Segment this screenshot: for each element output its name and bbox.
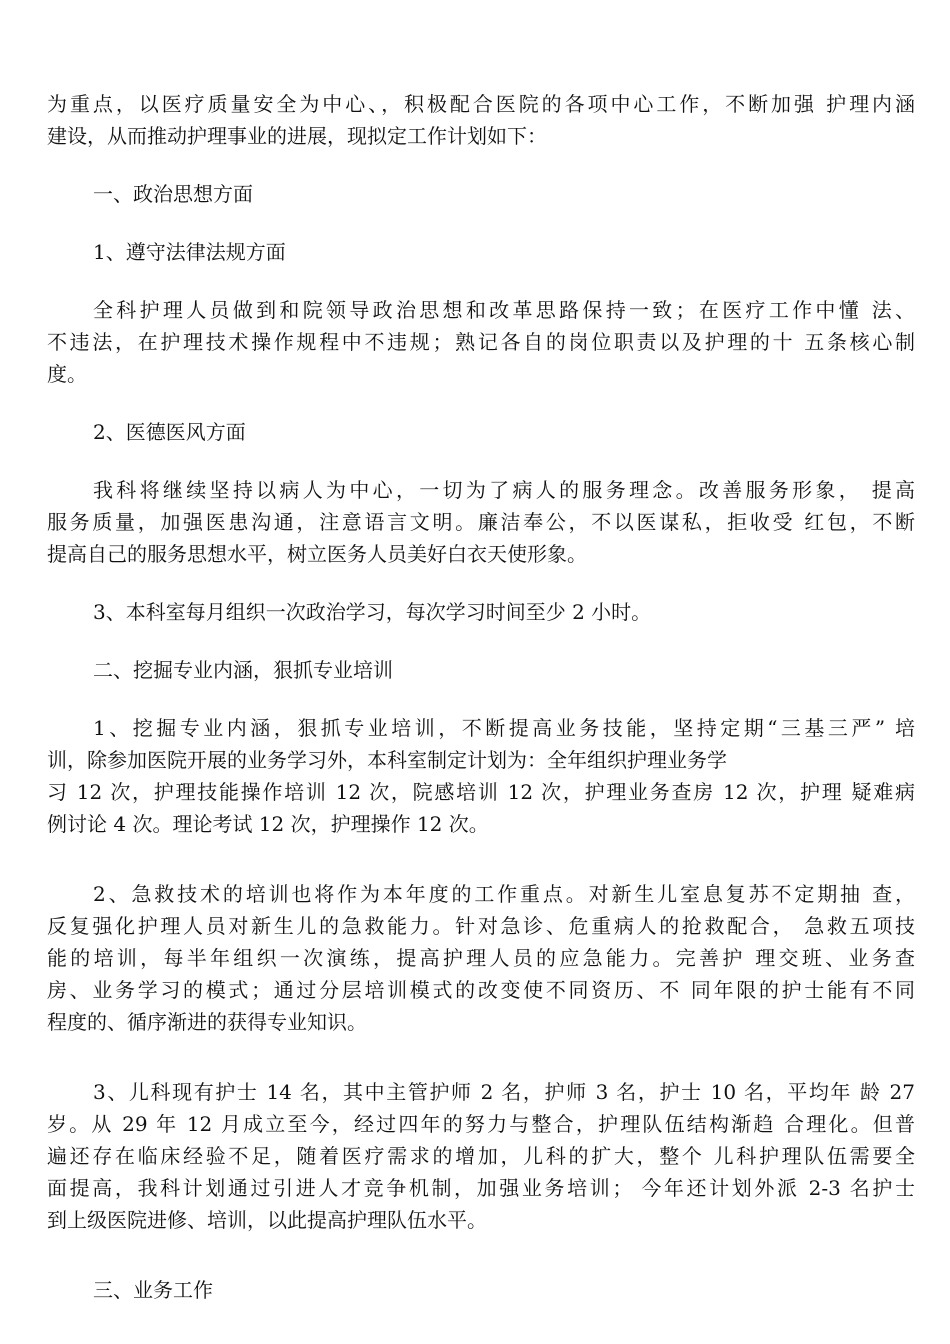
section-2-item-2-line-1: 2、急救技术的培训也将作为本年度的工作重点。对新生儿室息复苏不定期抽 查， <box>93 882 915 906</box>
section-2-item-2-line-4: 房、业务学习的模式；通过分层培训模式的改变使不同资历、不 同年限的护士能有不同 <box>47 978 915 1002</box>
section-2-item-3-line-5: 到上级医院进修、培训，以此提高护理队伍水平。 <box>47 1208 487 1232</box>
section-2-item-1-line-1: 1、挖掘专业内涵，狠抓专业培训，不断提高业务技能，坚持定期“三基三严” 培 <box>93 716 915 740</box>
section-2-item-1-line-4: 例讨论 4 次。理论考试 12 次，护理操作 12 次。 <box>47 812 489 836</box>
section-2-item-2-line-5: 程度的、循序渐进的获得专业知识。 <box>47 1010 367 1034</box>
section-1-item-2-line-2: 服务质量，加强医患沟通，注意语言文明。廉洁奉公，不以医谋私，拒收受 红包，不断 <box>47 510 915 534</box>
section-1-item-2-line-1: 我科将继续坚持以病人为中心，一切为了病人的服务理念。改善服务形象， 提高 <box>93 478 915 502</box>
intro-line-2: 建设，从而推动护理事业的进展，现拟定工作计划如下： <box>47 124 547 148</box>
section-1-item-1-heading: 1、遵守法律法规方面 <box>93 240 286 264</box>
intro-line-1: 为重点，以医疗质量安全为中心、，积极配合医院的各项中心工作，不断加强 护理内涵 <box>47 92 915 116</box>
section-1-item-1-line-3: 度。 <box>47 362 87 386</box>
section-2-item-3-line-2: 岁。从 29 年 12 月成立至今，经过四年的努力与整合，护理队伍结构渐趋 合理化。但普 <box>47 1112 915 1136</box>
section-1-item-2-heading: 2、医德医风方面 <box>93 420 246 444</box>
section-2-item-2-line-2: 反复强化护理人员对新生儿的急救能力。针对急诊、危重病人的抢救配合， 急救五项技 <box>47 914 915 938</box>
section-1-item-1-line-1: 全科护理人员做到和院领导政治思想和改革思路保持一致；在医疗工作中懂 法、 <box>93 298 915 322</box>
document-page <box>47 88 915 1306</box>
section-2-item-1-line-2: 训，除参加医院开展的业务学习外，本科室制定计划为：全年组织护理业务学 <box>47 748 727 772</box>
section-3-heading: 三、业务工作 <box>93 1278 213 1302</box>
section-2-item-3-line-1: 3、儿科现有护士 14 名，其中主管护师 2 名，护师 3 名，护士 10 名，平均年 龄 27 <box>93 1080 915 1104</box>
section-2-item-2-line-3: 能的培训，每半年组织一次演练，提高护理人员的应急能力。完善护 理交班、业务查 <box>47 946 915 970</box>
section-1-item-3: 3、本科室每月组织一次政治学习，每次学习时间至少 2 小时。 <box>93 600 652 624</box>
section-1-item-2-line-3: 提高自己的服务思想水平，树立医务人员美好白衣天使形象。 <box>47 542 587 566</box>
section-2-item-3-line-3: 遍还存在临床经验不足，随着医疗需求的增加，儿科的扩大，整个 儿科护理队伍需要全 <box>47 1144 915 1168</box>
section-1-heading: 一、政治思想方面 <box>93 182 253 206</box>
section-2-item-3-line-4: 面提高，我科计划通过引进人才竞争机制，加强业务培训； 今年还计划外派 2-3 名护士 <box>47 1176 915 1200</box>
section-2-heading: 二、挖掘专业内涵，狠抓专业培训 <box>93 658 393 682</box>
section-2-item-1-line-3: 习 12 次，护理技能操作培训 12 次，院感培训 12 次，护理业务查房 12 次，护理 疑难病 <box>47 780 915 804</box>
section-1-item-1-line-2: 不违法，在护理技术操作规程中不违规；熟记各自的岗位职责以及护理的十 五条核心制 <box>47 330 915 354</box>
